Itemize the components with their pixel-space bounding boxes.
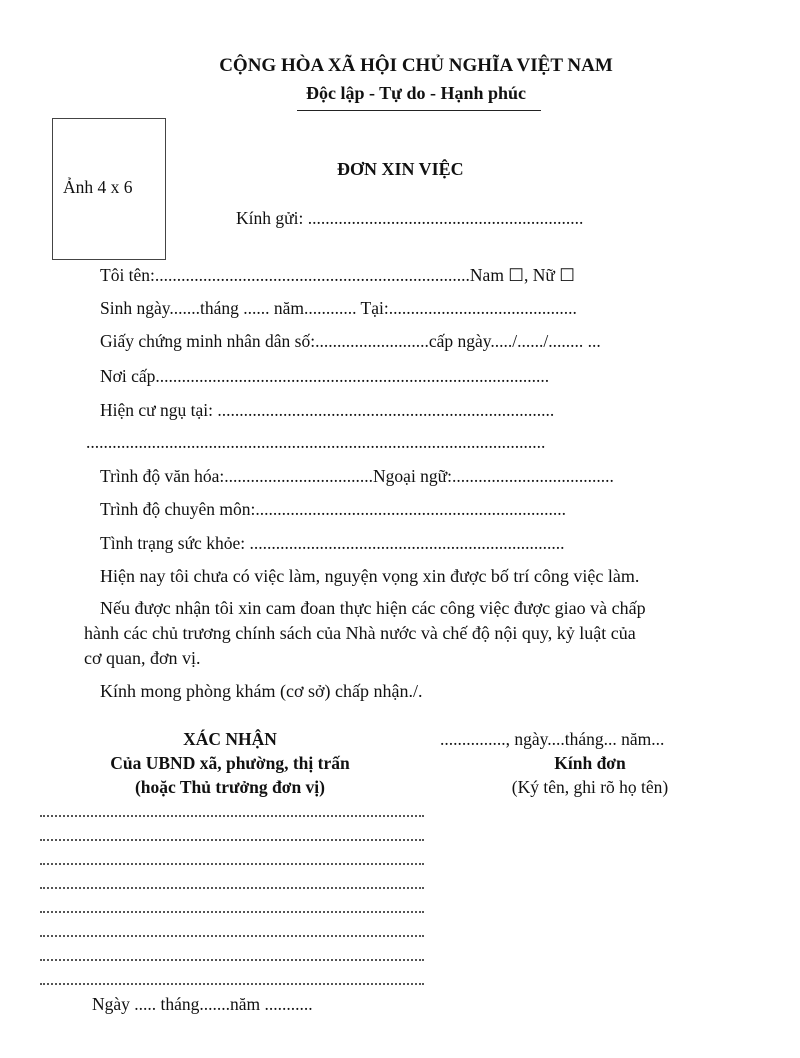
closing-request: Kính mong phòng khám (cơ sở) chấp nhận./. <box>100 681 423 701</box>
current-status-paragraph: Hiện nay tôi chưa có việc làm, nguyện vọng xin được bố trí công việc làm. <box>100 566 640 586</box>
residence-line: Hiện cư ngụ tại: ............................................................................. <box>100 400 555 420</box>
form-title: ĐƠN XIN VIỆC <box>337 159 464 179</box>
commitment-paragraph-line-2: hành các chủ trương chính sách của Nhà nước và chế độ nội quy, kỷ luật của <box>84 623 636 643</box>
confirm-dotted-line <box>40 911 424 913</box>
confirm-dotted-line <box>40 935 424 937</box>
recipient-line: Kính gửi: ............................................................... <box>236 208 584 228</box>
signature-date-line: ..............., ngày....tháng... năm... <box>440 729 665 749</box>
confirm-title: XÁC NHẬN <box>183 729 277 749</box>
commitment-paragraph-line-1: Nếu được nhận tôi xin cam đoan thực hiện các công việc được giao và chấp <box>100 598 646 618</box>
confirm-dotted-line <box>40 959 424 961</box>
birth-line: Sinh ngày.......tháng ...... năm............ Tại:........................................... <box>100 298 577 318</box>
motto-underline <box>297 110 541 111</box>
commitment-paragraph-line-3: cơ quan, đơn vị. <box>84 648 201 668</box>
confirm-dotted-line <box>40 983 424 985</box>
id-card-line: Giấy chứng minh nhân dân số:..........................cấp ngày...../....../........ ... <box>100 331 601 351</box>
motto: Độc lập - Tự do - Hạnh phúc <box>305 83 527 103</box>
health-line: Tình trạng sức khỏe: ........................................................................ <box>100 533 565 553</box>
signature-note: (Ký tên, ghi rõ họ tên) <box>511 777 669 797</box>
confirm-dotted-line <box>40 887 424 889</box>
confirm-org: Của UBND xã, phường, thị trấn <box>110 753 350 773</box>
confirm-dotted-line <box>40 863 424 865</box>
specialty-line: Trình độ chuyên môn:....................................................................... <box>100 499 567 519</box>
confirm-alt: (hoặc Thủ trưởng đơn vị) <box>134 777 325 797</box>
confirm-dotted-line <box>40 839 424 841</box>
confirm-dotted-line <box>40 815 424 817</box>
signature-label: Kính đơn <box>554 753 626 773</box>
education-line: Trình độ văn hóa:..................................Ngoại ngữ:..................................... <box>100 466 614 486</box>
confirm-date-line: Ngày ..... tháng.......năm ........... <box>92 994 313 1014</box>
issued-place-line: Nơi cấp.......................................................................................... <box>100 366 550 386</box>
residence-continuation-line: ......................................................................................................... <box>86 432 546 452</box>
photo-label: Ảnh 4 x 6 <box>63 177 133 197</box>
nation-title: CỘNG HÒA XÃ HỘI CHỦ NGHĨA VIỆT NAM <box>219 55 613 76</box>
name-line: Tôi tên:........................................................................Nam ☐, Nữ ☐ <box>100 265 575 285</box>
